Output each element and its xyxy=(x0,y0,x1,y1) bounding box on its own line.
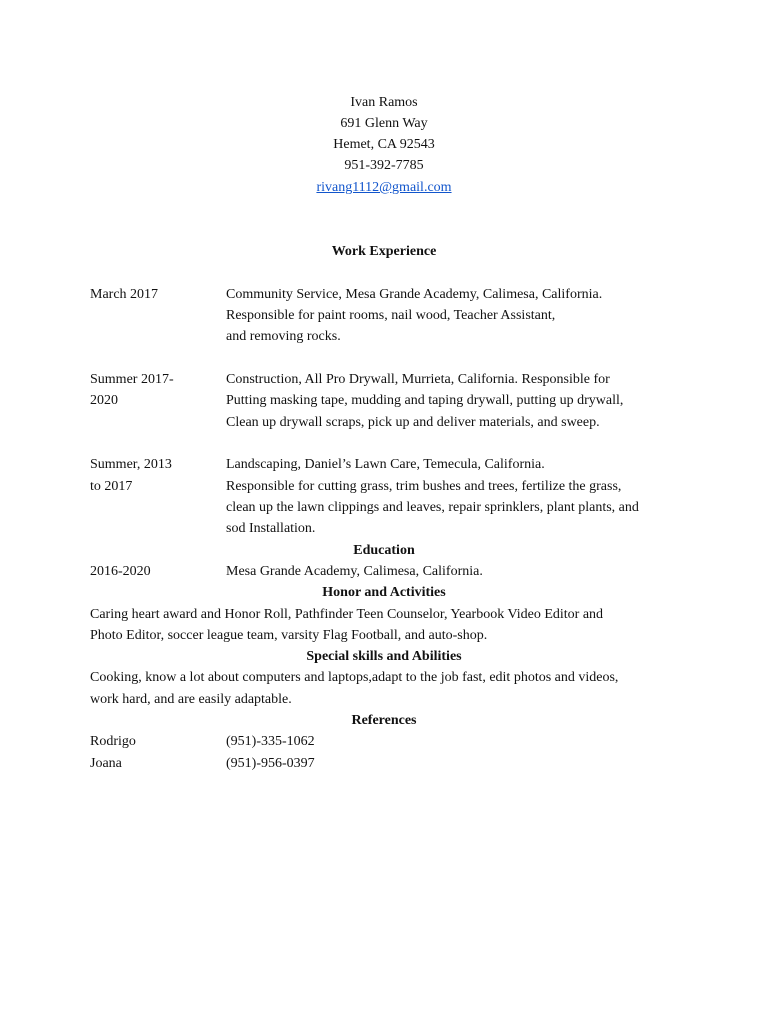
work-experience-heading: Work Experience xyxy=(331,244,437,259)
work-entry-desc-line: clean up the lawn clippings and leaves, repair sprinklers, plant plants, and xyxy=(226,500,639,515)
honors-heading: Honor and Activities xyxy=(322,585,446,600)
work-entry-desc-line: Construction, All Pro Drywall, Murrieta, California. Responsible for xyxy=(226,372,610,387)
work-entry-date: Summer 2017- xyxy=(90,372,174,387)
skills-text-line: work hard, and are easily adaptable. xyxy=(90,692,292,707)
work-entry-date: to 2017 xyxy=(90,479,133,494)
honors-text-line: Photo Editor, soccer league team, varsity Flag Football, and auto-shop. xyxy=(90,628,488,643)
education-date: 2016-2020 xyxy=(90,564,151,579)
skills-heading: Special skills and Abilities xyxy=(306,649,462,664)
skills-text-line: Cooking, know a lot about computers and laptops,adapt to the job fast, edit photos and videos, xyxy=(90,670,619,685)
work-entry-desc-line: Responsible for paint rooms, nail wood, Teacher Assistant, xyxy=(226,308,556,323)
reference-name: Joana xyxy=(90,756,122,771)
email-row xyxy=(0,177,768,198)
work-entry-desc-line: Responsible for cutting grass, trim bushes and trees, fertilize the grass, xyxy=(226,479,622,494)
education-heading: Education xyxy=(353,543,415,558)
references-heading: References xyxy=(351,713,417,728)
candidate-name: Ivan Ramos xyxy=(350,95,418,110)
work-entry-date: 2020 xyxy=(90,393,118,408)
phone-number: 951-392-7785 xyxy=(344,158,424,173)
reference-phone: (951)-335-1062 xyxy=(226,734,315,749)
work-entry-date: Summer, 2013 xyxy=(90,457,172,472)
work-entry-desc-line: Clean up drywall scraps, pick up and deliver materials, and sweep. xyxy=(226,415,600,430)
reference-name: Rodrigo xyxy=(90,734,136,749)
work-entry-desc-line: sod Installation. xyxy=(226,521,316,536)
reference-phone: (951)-956-0397 xyxy=(226,756,315,771)
honors-text-line: Caring heart award and Honor Roll, Pathfinder Teen Counselor, Yearbook Video Editor and xyxy=(90,607,604,622)
work-entry-desc-line: Putting masking tape, mudding and taping drywall, putting up drywall, xyxy=(226,393,624,408)
education-school: Mesa Grande Academy, Calimesa, California. xyxy=(226,564,483,579)
city-state-zip: Hemet, CA 92543 xyxy=(333,137,435,152)
email-link[interactable]: rivang1112@gmail.com xyxy=(316,180,452,195)
work-entry-desc-line: and removing rocks. xyxy=(226,329,341,344)
street-address: 691 Glenn Way xyxy=(340,116,428,131)
work-entry-desc-line: Landscaping, Daniel’s Lawn Care, Temecula, California. xyxy=(226,457,545,472)
work-entry-date: March 2017 xyxy=(90,287,159,302)
work-entry-desc-line: Community Service, Mesa Grande Academy, Calimesa, California. xyxy=(226,287,603,302)
